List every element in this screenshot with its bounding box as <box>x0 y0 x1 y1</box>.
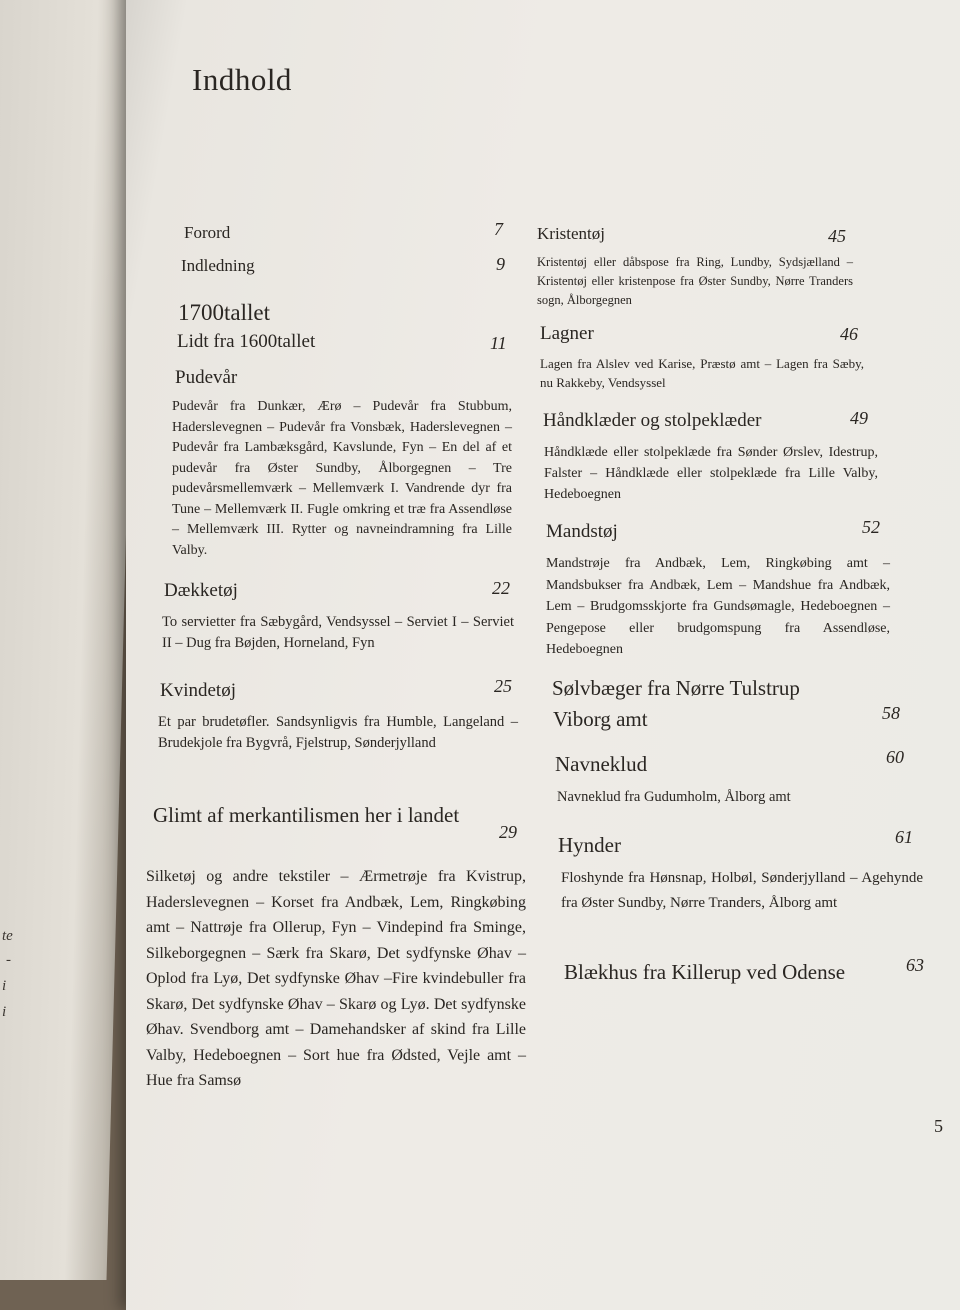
toc-entry-page: 63 <box>906 955 924 975</box>
toc-entry-title[interactable]: Mandstøj <box>546 521 618 542</box>
toc-entry-description: Et par brudetøfler. Sandsynligvis fra Humble, Langeland – Brudekjole fra Bygvrå, Fjelstrup, Sønderjylland <box>158 714 518 751</box>
toc-entry-page: 58 <box>882 703 900 723</box>
toc-entry-page: 60 <box>886 747 904 767</box>
toc-entry-title[interactable]: Kristentøj <box>537 224 605 243</box>
toc-entry-page: 49 <box>850 408 868 428</box>
toc-entry-page: 52 <box>862 517 880 537</box>
left-page-fragment: te <box>2 928 13 944</box>
toc-entry-description: Silketøj og andre tekstiler – Ærmetrøje fra Kvistrup, Haderslevegnen – Korset fra Andbæk, Lem, Ringkøbing amt – Nattrøje fra Ollerup, Fyn – Vindepind fra Sminge, Silkeborgegnen – Særk fra Skarø, Det sydfynske Øhav – Oplod fra Lyø, Det sydfynske Øhav –Fire kvindebuller fra Skarø, Det sydfynske Øhav – Skarø og Lyø. Det sydfynske Øhav. Svendborg amt – Damehandsker af skind fra Lille Valby, Hedeboegnen – Sort hue fra Ødsted, Vejle amt – Hue fra Samsø <box>146 868 526 1089</box>
toc-entry-title[interactable]: Pudevår <box>175 367 238 388</box>
toc-entry-description: Håndklæde eller stolpeklæde fra Sønder Ørslev, Idestrup, Falster – Håndklæde eller stolpeklæde fra Lille Valby, Hedeboegnen <box>544 445 878 502</box>
toc-entry-title[interactable]: Hynder <box>558 833 621 857</box>
toc-entry-description: Navneklud fra Gudumholm, Ålborg amt <box>557 789 791 805</box>
toc-entry-page: 46 <box>840 324 858 344</box>
toc-entry-title[interactable]: Glimt af merkantilismen her i landet <box>153 803 460 827</box>
toc-entry-title[interactable]: Håndklæder og stolpeklæder <box>543 410 762 431</box>
toc-entry-title[interactable]: Navneklud <box>555 752 648 776</box>
toc-entry-page: 45 <box>828 226 846 246</box>
toc-entry-description: Lagen fra Alslev ved Karise, Præstø amt – Lagen fra Sæby, nu Rakkeby, Vendsyssel <box>540 356 864 390</box>
toc-entry-page: 9 <box>496 254 505 274</box>
toc-entry-description: Floshynde fra Hønsnap, Holbøl, Sønderjylland – Agehynde fra Øster Sundby, Nørre Tranders, Ålborg amt <box>561 870 923 911</box>
toc-entry-title[interactable]: Forord <box>184 223 231 242</box>
page-number: 5 <box>934 1116 943 1136</box>
section-period-heading: 1700tallet <box>178 300 270 325</box>
toc-entry-page: 7 <box>494 219 503 239</box>
toc-entry-title[interactable]: Dækketøj <box>164 580 238 601</box>
toc-entry-title[interactable]: Lagner <box>540 323 594 344</box>
toc-entry-page: 25 <box>494 676 512 696</box>
toc-entry-description: Mandstrøje fra Andbæk, Lem, Ringkøbing amt – Mandsbukser fra Andbæk, Lem – Mandshue fra Andbæk, Lem – Brudgomsskjorte fra Gundsømagle, Hedeboegnen – Pengepose eller brudgomspung fra Assendløse, Hedeboegnen <box>546 556 890 657</box>
toc-entry-title[interactable]: Blækhus fra Killerup ved Odense <box>564 960 846 984</box>
toc-entry-title[interactable]: Lidt fra 1600tallet <box>177 331 316 352</box>
left-page-fragment: - <box>6 952 11 968</box>
toc-entry-page: 11 <box>490 333 507 353</box>
toc-entry-description: To servietter fra Sæbygård, Vendsyssel – Serviet I – Serviet II – Dug fra Bøjden, Horneland, Fyn <box>162 614 514 651</box>
toc-entry-title[interactable]: Indledning <box>181 256 255 275</box>
toc-entry-title[interactable]: Kvindetøj <box>160 680 236 701</box>
toc-entry-page: 29 <box>499 822 517 842</box>
toc-entry-description: Pudevår fra Dunkær, Ærø – Pudevår fra Stubbum, Haderslevegnen – Pudevår fra Vonsbæk, Haderslevegnen – Pudevår fra Lambæksgård, Kavslunde, Fyn – En del af et pudevår fra Øster Sundby, Ålborgegnen – Tre pudevårsmellemværk – Mellemværk I. Vandrende dyr fra Tune – Mellemværk II. Fugle omkring et træ fra Assendløse – Mellemværk III. Rytter og navneindramning fra Lille Valby. <box>172 399 512 558</box>
toc-entry-page: 61 <box>895 827 913 847</box>
toc-entry-description: Kristentøj eller dåbspose fra Ring, Lundby, Sydsjælland – Kristentøj eller kristenpose fra Øster Sundby, Nørre Tranders sogn, Ålborgegnen <box>537 255 853 307</box>
left-page-fragment: i <box>2 1004 7 1020</box>
toc-entry-title[interactable]: Sølvbæger fra Nørre Tulstrup <box>552 676 800 700</box>
toc-entry-title-line2: Viborg amt <box>553 707 648 731</box>
page-title: Indhold <box>192 62 292 97</box>
left-page-fragment: i <box>2 978 7 994</box>
toc-entry-page: 22 <box>492 578 510 598</box>
